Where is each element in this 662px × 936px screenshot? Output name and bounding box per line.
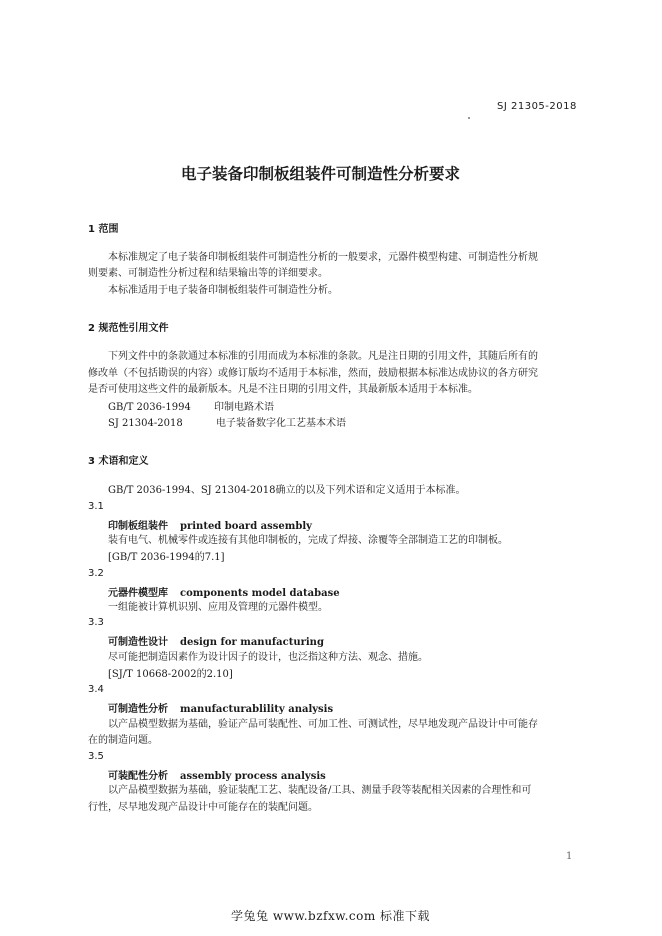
- term-cn: 可制造性设计: [108, 637, 168, 648]
- term-number: 3.2: [88, 568, 104, 579]
- s3-intro: GB/T 2036-1994、SJ 21304-2018确立的以及下列术语和定义适用于本标准。: [108, 485, 466, 496]
- term-en: assembly process analysis: [180, 771, 326, 782]
- section-2-heading: 2 规范性引用文件: [88, 323, 169, 334]
- term-definition: 尽可能把制造因素作为设计因子的设计，也泛指这种方法、观念、措施。: [108, 652, 428, 663]
- term-heading: [108, 767, 326, 782]
- term-en: printed board assembly: [180, 521, 312, 532]
- standard-number: SJ 21305-2018: [497, 101, 577, 112]
- reference-code: SJ 21304-2018: [108, 418, 183, 429]
- reference-code: GB/T 2036-1994: [108, 402, 191, 413]
- term-definition-cont: 行性，尽早地发现产品设计中可能存在的装配问题。: [88, 802, 318, 813]
- s2-paragraph-line: 是否可使用这些文件的最新版本。凡是不注日期的引用文件，其最新版本适用于本标准。: [88, 384, 478, 395]
- s2-paragraph-line: 下列文件中的条款通过本标准的引用而成为本标准的条款。凡是注日期的引用文件，其随后所有的: [108, 351, 538, 362]
- s2-paragraph-line: 修改单（不包括勘误的内容）或修订版均不适用于本标准，然而，鼓励根据本标准达成协议的各方研究: [88, 368, 538, 379]
- s1-paragraph-line: 则要素、可制造性分析过程和结果输出等的详细要求。: [88, 268, 328, 279]
- s1-paragraph-2: 本标准适用于电子装备印制板组装件可制造性分析。: [108, 285, 338, 296]
- term-number: 3.5: [88, 751, 104, 762]
- reference-entry: [108, 416, 346, 431]
- term-en: design for manufacturing: [180, 637, 324, 648]
- section-1-heading: 1 范围: [88, 224, 119, 235]
- page-number: 1: [566, 851, 573, 862]
- term-heading: [108, 633, 324, 648]
- term-en: components model database: [180, 588, 340, 599]
- term-en: manufacturablility analysis: [180, 704, 334, 715]
- term-definition: 一组能被计算机识别、应用及管理的元器件模型。: [108, 602, 328, 613]
- term-definition: 以产品模型数据为基础，验证装配工艺、装配设备/工具、测量手段等装配相关因素的合理性和可: [108, 785, 532, 796]
- scan-speck: [468, 117, 470, 119]
- term-cn: 元器件模型库: [108, 588, 168, 599]
- section-3-heading: 3 术语和定义: [88, 456, 149, 467]
- term-source: [GB/T 2036-1994的7.1]: [108, 552, 225, 563]
- term-source: [SJ/T 10668-2002的2.10]: [108, 669, 233, 680]
- reference-name: 印制电路术语: [214, 402, 274, 413]
- term-definition: 以产品模型数据为基础，验证产品可装配性、可加工性、可测试性，尽早地发现产品设计中可能存: [108, 719, 538, 730]
- s1-paragraph-line: 本标准规定了电子装备印制板组装件可制造性分析的一般要求，元器件模型构建、可制造性分析规: [108, 252, 538, 263]
- term-definition: 装有电气、机械零件或连接有其他印制板的，完成了焊接、涂覆等全部制造工艺的印制板。: [108, 535, 508, 546]
- reference-entry: [108, 400, 274, 415]
- reference-name: 电子装备数字化工艺基本术语: [216, 418, 346, 429]
- term-heading: [108, 517, 312, 532]
- term-number: 3.4: [88, 684, 104, 695]
- term-heading: [108, 584, 340, 599]
- footer-watermark: 学兔兔 www.bzfxw.com 标准下载: [231, 909, 431, 923]
- term-heading: [108, 700, 333, 715]
- term-cn: 可装配性分析: [108, 771, 168, 782]
- term-number: 3.1: [88, 501, 104, 512]
- term-definition-cont: 在的制造问题。: [88, 735, 158, 746]
- page-title: 电子装备印制板组装件可制造性分析要求: [181, 165, 461, 183]
- term-cn: 印制板组装件: [108, 521, 168, 532]
- term-number: 3.3: [88, 617, 104, 628]
- term-cn: 可制造性分析: [108, 704, 168, 715]
